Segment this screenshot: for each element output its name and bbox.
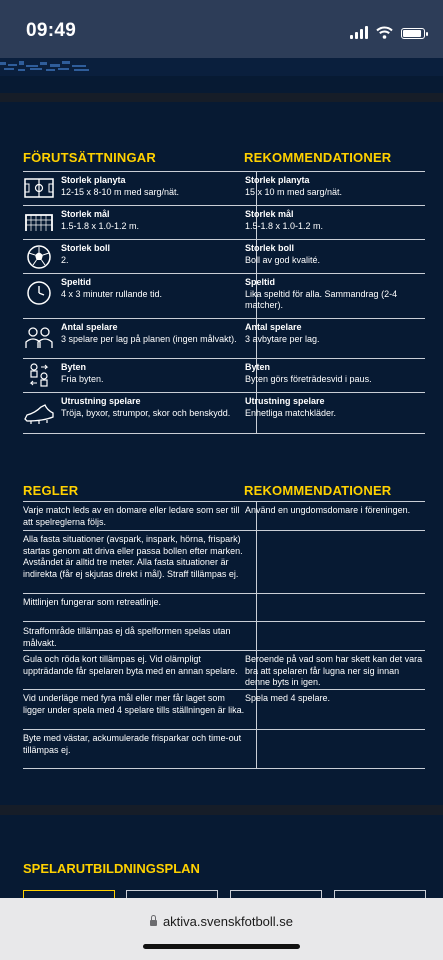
recommendation-cell: Antal spelare 3 avbytare per lag. [245, 322, 320, 344]
rule-cell: Vid underläge med fyra mål eller mer får laget som ligger under spela med 4 spelare tills ställningen är lika. [23, 693, 245, 715]
table-row [23, 729, 425, 769]
rule-cell: Varje match leds av en domare eller ledare som ser till att spelreglerna följs. [23, 505, 240, 527]
table-row [23, 650, 425, 690]
plan-title: SPELARUTBILDNINGSPLAN [23, 861, 200, 876]
cellular-signal-icon [350, 25, 368, 39]
section-title-forutsattningar: FÖRUTSÄTTNINGAR [23, 150, 156, 165]
recommendation-cell: Storlek boll Boll av god kvalité. [245, 243, 321, 265]
goal-icon [23, 209, 55, 235]
rule-cell: Gula och röda kort tillämpas ej. Vid olämpligt uppträdande får spelaren byta med en annan spelare. [23, 654, 238, 676]
url-text: aktiva.svenskfotboll.se [162, 914, 294, 929]
rule-cell: Mittlinjen fungerar som retreatlinje. [23, 597, 162, 607]
recommendation-cell: Storlek mål 1.5-1.8 x 1.0-1.2 m. [245, 209, 324, 231]
battery-icon [401, 28, 425, 39]
section-title-regler: REGLER [23, 483, 79, 498]
table-row [23, 205, 425, 240]
url-field[interactable] [0, 914, 443, 929]
rule-cell: Alla fasta situationer (avspark, inspark, hörna, frispark) startas genom att driva eller passa bollen efter marken. Avståndet är alltid tre meter. Alla fasta situationer är indirekta (får ej skjutas direkt i mål). Straff tillämpas ej. [23, 534, 243, 579]
recommendation-cell: Storlek planyta 15 x 10 m med sarg/nät. [245, 175, 343, 197]
table-row [23, 171, 425, 206]
condition-cell: Utrustning spelare Tröja, byxor, strumpor, skor och benskydd. [61, 396, 231, 418]
field-icon [23, 175, 55, 201]
condition-cell: Storlek boll 2. [61, 243, 111, 265]
table-row [23, 318, 425, 359]
home-indicator[interactable] [143, 944, 300, 949]
status-time: 09:49 [26, 20, 77, 41]
decorative-texture [0, 58, 95, 74]
table-row [23, 392, 425, 434]
table-row [23, 689, 425, 730]
table-row [23, 501, 425, 531]
status-bar [0, 0, 443, 58]
wifi-icon [376, 26, 393, 39]
condition-cell: Storlek planyta 12-15 x 8-10 m med sarg/nät. [61, 175, 180, 197]
recommendation-cell: Använd en ungdomsdomare i föreningen. [245, 505, 411, 515]
status-icons [350, 23, 425, 39]
lock-icon [150, 920, 157, 926]
table-row [23, 530, 425, 594]
substitution-icon [23, 362, 55, 388]
rule-cell: Straffområde tillämpas ej då spelformen spelas utan målvakt. [23, 626, 231, 648]
divider [0, 93, 443, 102]
ball-icon [23, 243, 55, 269]
condition-cell: Storlek mål 1.5-1.8 x 1.0-1.2 m. [61, 209, 140, 231]
table-row [23, 239, 425, 274]
divider [0, 805, 443, 815]
clock-icon [23, 280, 55, 306]
section-title-rekommendationer: REKOMMENDATIONER [244, 150, 392, 165]
condition-cell: Byten Fria byten. [61, 362, 104, 384]
table-row [23, 621, 425, 651]
table-row [23, 593, 425, 622]
boot-icon [23, 399, 55, 425]
browser-address-bar[interactable] [0, 898, 443, 960]
recommendation-cell: Beroende på vad som har skett kan det vara bra att spelaren får lugna ner sig innan denne byts in igen. [245, 654, 423, 687]
table-row [23, 273, 425, 319]
players-icon [23, 324, 55, 350]
recommendation-cell: Utrustning spelare Enhetliga matchkläder. [245, 396, 337, 418]
rule-cell: Byte med västar, ackumulerade frisparkar och time-out tillämpas ej. [23, 733, 242, 755]
condition-cell: Antal spelare 3 spelare per lag på planen (ingen målvakt). [61, 322, 237, 344]
table-row [23, 358, 425, 393]
recommendation-cell: Spela med 4 spelare. [245, 693, 331, 703]
recommendation-cell: Byten Byten görs företrädesvid i paus. [245, 362, 372, 384]
condition-cell: Speltid 4 x 3 minuter rullande tid. [61, 277, 163, 299]
recommendation-cell: Speltid Lika speltid för alla. Sammandrag (2-4 matcher). [245, 277, 398, 310]
section-title-rekommendationer-2: REKOMMENDATIONER [244, 483, 392, 498]
